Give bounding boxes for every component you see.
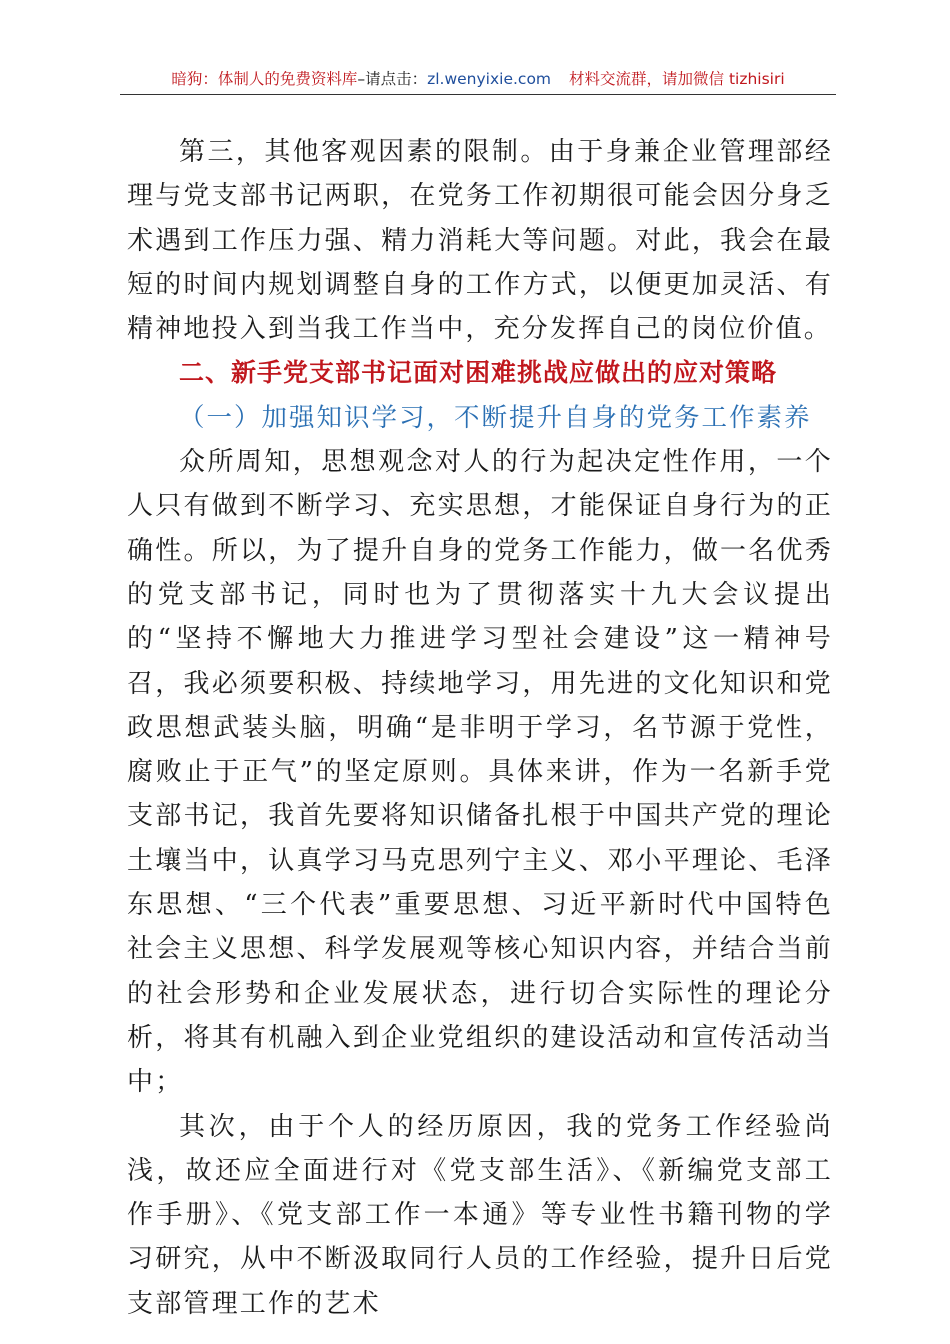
header-url-link[interactable]: zl.wenyixie.com: [427, 70, 552, 88]
header-brand: 暗狗：体制人的免费资料库: [171, 70, 358, 88]
section-heading: 二、新手党支部书记面对困难挑战应做出的应对策略: [179, 358, 778, 388]
subsection-heading: （一）加强知识学习，不断提升自身的党务工作素养: [179, 402, 812, 433]
header-click-prompt: –请点击：: [357, 70, 428, 88]
page-header: [120, 68, 836, 95]
header-contact: 材料交流群，请加微信 tizhisiri: [569, 70, 785, 88]
document-body: [127, 130, 833, 1326]
paragraph-third-factor: 第三，其他客观因素的限制。由于身兼企业管理部经理与党支部书记两职，在党务工作初期很可能会因分身乏术遇到工作压力强、精力消耗大等问题。对此，我会在最短的时间内规划调整自身的工作方式，以便更加灵活、有精神地投入到当我工作当中，充分发挥自己的岗位价值。: [127, 137, 833, 345]
paragraph-secondly: 其次，由于个人的经历原因，我的党务工作经验尚浅，故还应全面进行对《党支部生活》、《新编党支部工作手册》、《党支部工作一本通》等专业性书籍刊物的学习研究，从中不断汲取同行人员的工作经验，提升日后党支部管理工作的艺术: [127, 1111, 833, 1319]
paragraph-study: 众所周知，思想观念对人的行为起决定性作用，一个人只有做到不断学习、充实思想，才能保证自身行为的正确性。所以，为了提升自身的党务工作能力，做一名优秀的党支部书记，同时也为了贯彻落实十九大会议提出的“坚持不懈地大力推进学习型社会建设”这一精神号召，我必须要积极、持续地学习，用先进的文化知识和党政思想武装头脑，明确“是非明于学习，名节源于党性，腐败止于正气”的坚定原则。具体来讲，作为一名新手党支部书记，我首先要将知识储备扎根于中国共产党的理论土壤当中，认真学习马克思列宁主义、邓小平理论、毛泽东思想、“三个代表”重要思想、习近平新时代中国特色社会主义思想、科学发展观等核心知识内容，并结合当前的社会形势和企业发展状态，进行切合实际性的理论分析，将其有机融入到企业党组织的建设活动和宣传活动当中；: [127, 447, 833, 1098]
